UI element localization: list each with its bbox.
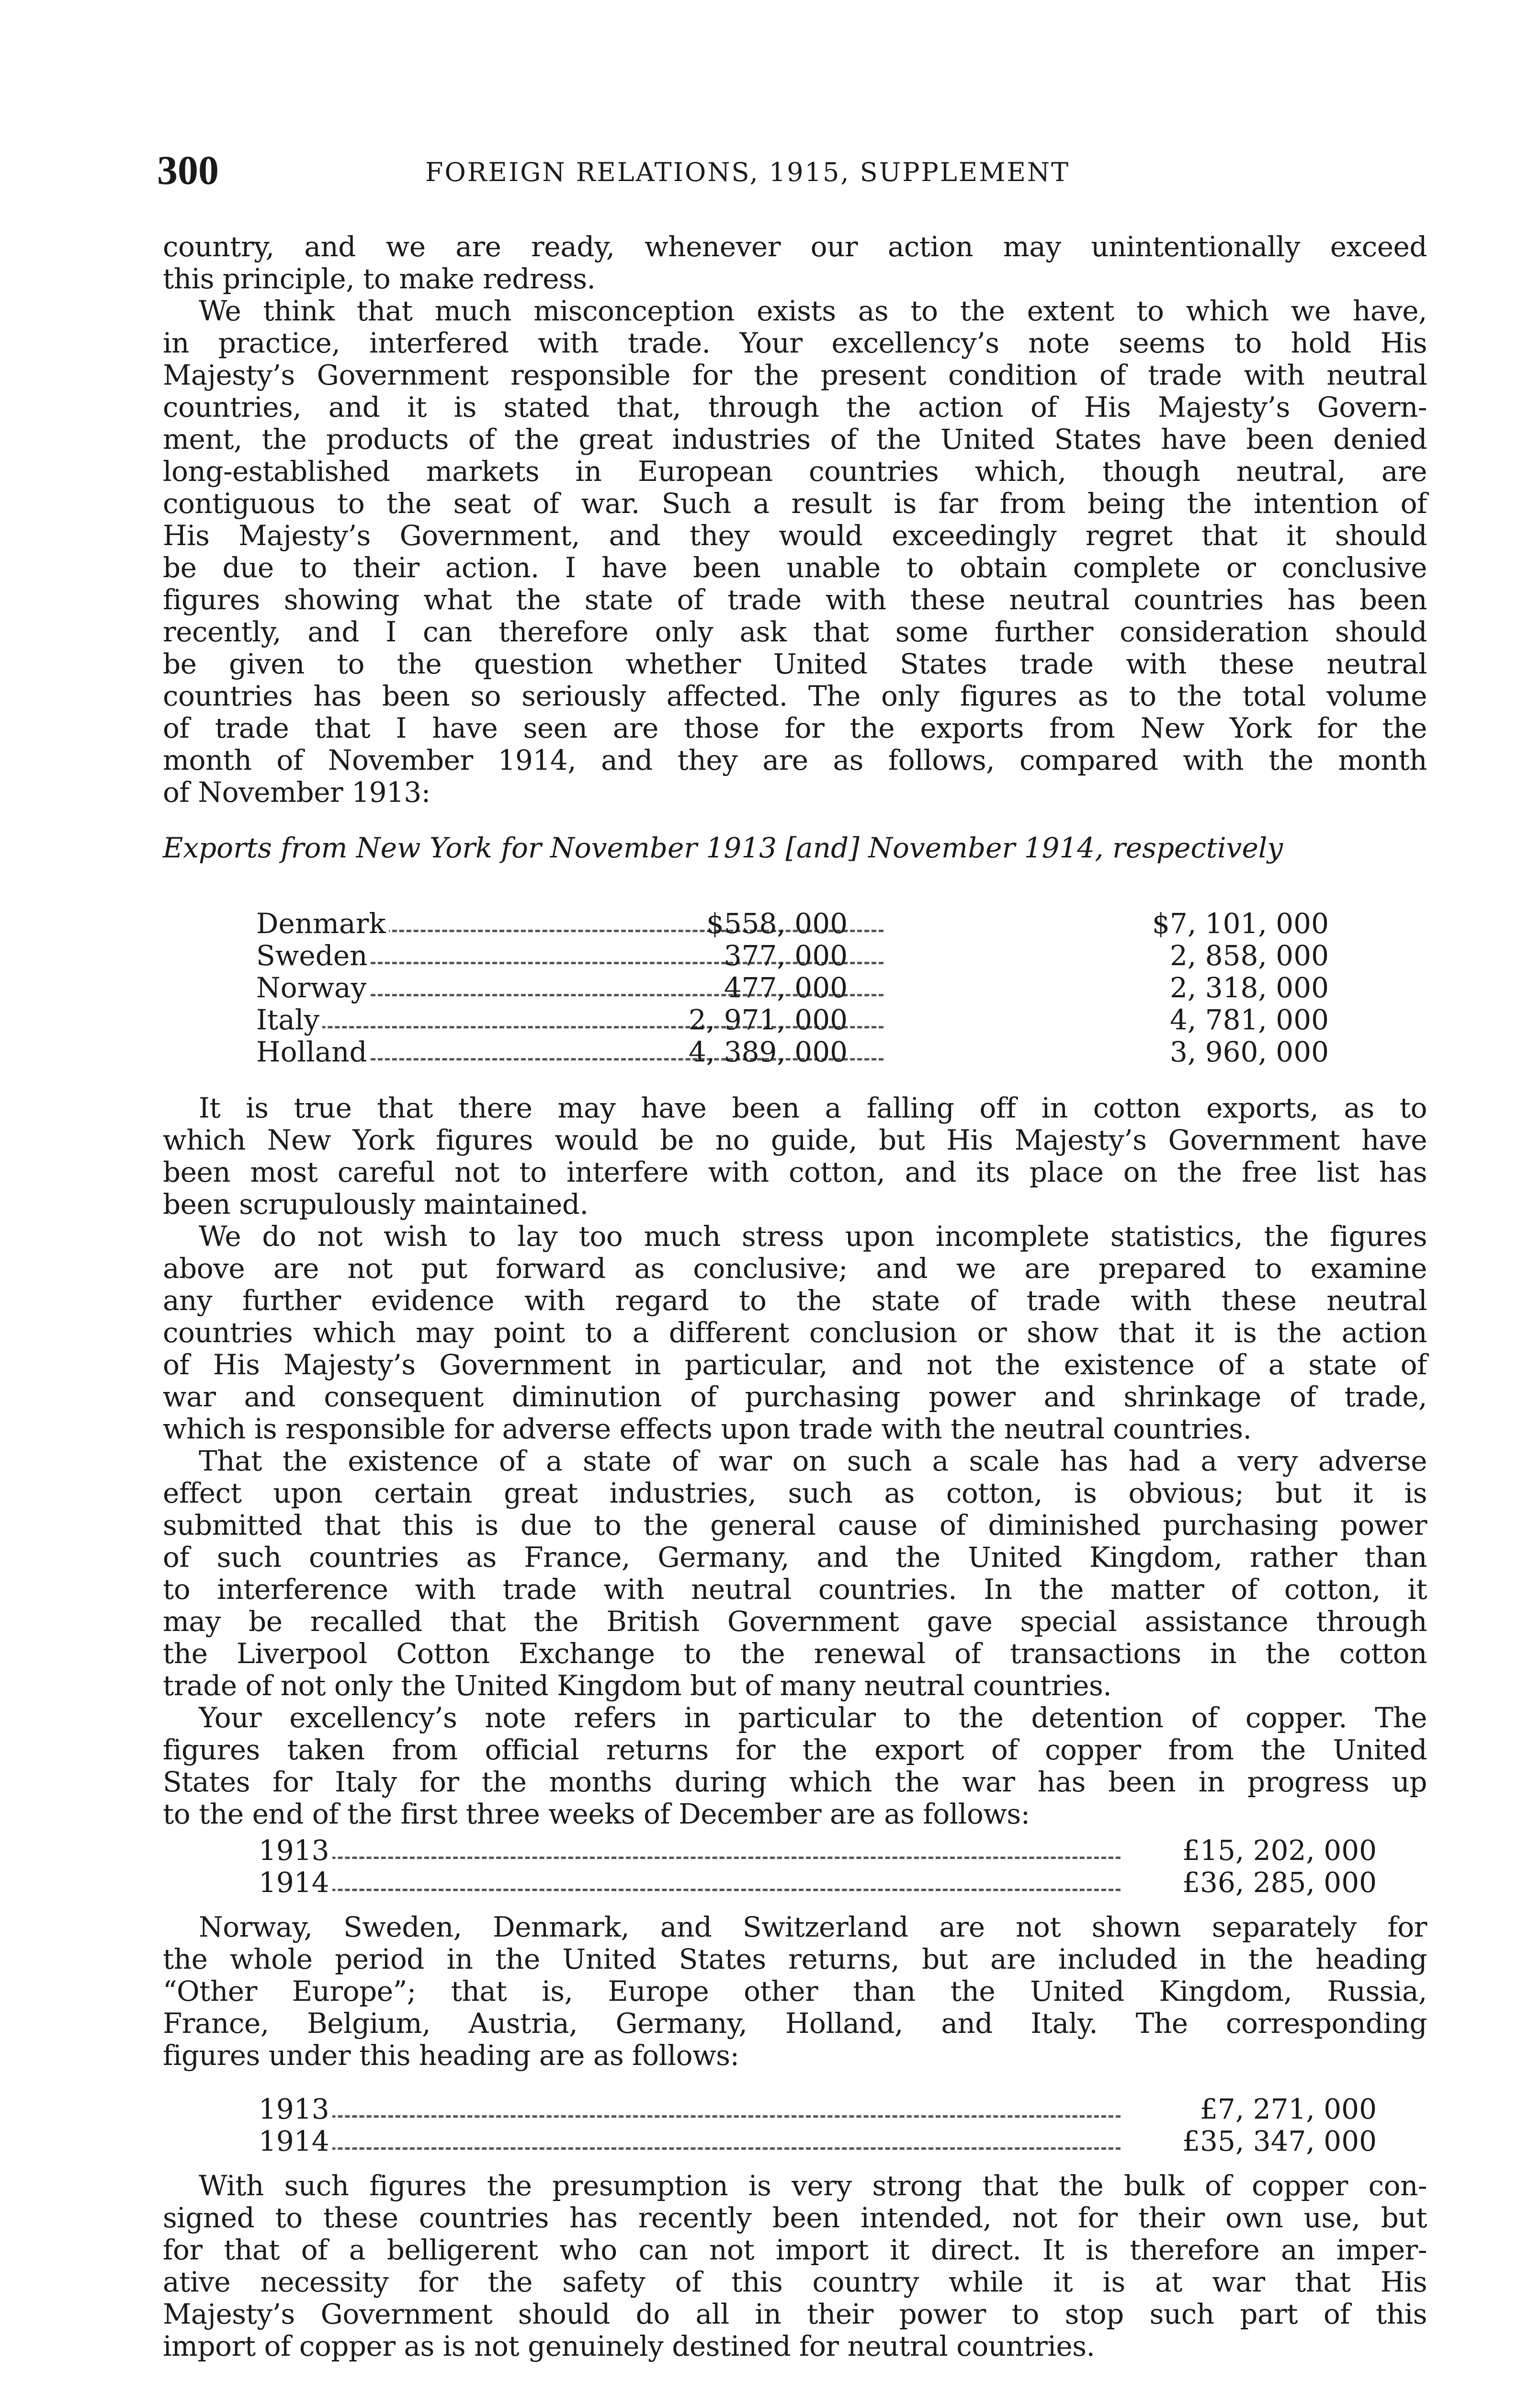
exports-table-title: Exports from New York for November 1913 [and] November 1914, respectively (163, 832, 1283, 864)
nov-1914-value: 2, 858, 000 (1169, 939, 1329, 972)
text-line: country, and we are ready, whenever our action may unintentionally exceed (163, 230, 1427, 263)
copper-value: £15, 202, 000 (1182, 1834, 1377, 1867)
dot-leader (259, 2147, 1121, 2150)
paragraph-block-4 (163, 2170, 1427, 2362)
text-line: recently, and I can therefore only ask that some further consideration should (163, 616, 1427, 648)
dot-leader (259, 1889, 1121, 1891)
table-row (256, 1036, 1329, 1068)
text-line: may be recalled that the British Government gave special assistance through (163, 1605, 1427, 1638)
text-line: countries which may point to a different conclusion or show that it is the action (163, 1316, 1427, 1349)
page-header (157, 148, 1431, 192)
text-line: figures under this heading are as follows: (163, 2039, 739, 2072)
table-row (256, 972, 1329, 1004)
year-label: 1914 (259, 1867, 332, 1899)
text-line: month of November 1914, and they are as follows, compared with the month (163, 744, 1427, 776)
text-line: With such figures the presumption is very strong that the bulk of copper con- (199, 2169, 1427, 2202)
dot-leader (259, 2115, 1121, 2118)
text-line: countries, and it is stated that, through the action of His Majesty’s Govern- (163, 391, 1427, 423)
year-label: 1913 (259, 2093, 332, 2125)
text-line: submitted that this is due to the general cause of diminished purchasing power (163, 1509, 1427, 1541)
text-line: His Majesty’s Government, and they would exceedingly regret that it should (163, 519, 1427, 552)
year-label: 1914 (259, 2125, 332, 2157)
text-line: of His Majesty’s Government in particular, and not the existence of a state of (163, 1348, 1427, 1381)
copper-value: £35, 347, 000 (1182, 2125, 1377, 2157)
text-line: for that of a belligerent who can not import it direct. It is therefore an imper- (163, 2234, 1427, 2266)
text-line: effect upon certain great industries, such as cotton, is obvious; but it is (163, 1477, 1427, 1509)
other-europe-copper-table (259, 2093, 1377, 2157)
text-line: figures taken from official returns for the export of copper from the United (163, 1734, 1427, 1766)
paragraph-block-1 (163, 231, 1427, 809)
text-line: war and consequent diminution of purchasing power and shrinkage of trade, (163, 1380, 1427, 1413)
text-line: signed to these countries has recently been intended, not for their own use, but (163, 2201, 1427, 2234)
text-line: been scrupulously maintained. (163, 1188, 589, 1220)
text-line: Your excellency’s note refers in particular to the detention of copper. The (199, 1701, 1427, 1734)
country-name: Holland (256, 1036, 370, 1068)
text-line: Norway, Sweden, Denmark, and Switzerland are not shown separately for (199, 1911, 1427, 1943)
table-row (256, 908, 1329, 940)
text-line: Majesty’s Government responsible for the present condition of trade with neutral (163, 359, 1427, 391)
copper-value: £36, 285, 000 (1182, 1866, 1377, 1899)
page-number: 300 (157, 147, 219, 193)
text-line: to interference with trade with neutral countries. In the matter of cotton, it (163, 1573, 1427, 1606)
country-name: Sweden (256, 940, 371, 972)
nov-1914-value: $7, 101, 000 (1152, 907, 1329, 940)
text-line: contiguous to the seat of war. Such a result is far from being the intention of (163, 487, 1427, 520)
text-line: import of copper as is not genuinely destined for neutral countries. (163, 2330, 1095, 2362)
nov-1914-value: 3, 960, 000 (1169, 1036, 1329, 1068)
text-line: France, Belgium, Austria, Germany, Holland, and Italy. The corresponding (163, 2007, 1427, 2040)
copper-value: £7, 271, 000 (1200, 2093, 1377, 2125)
paragraph-block-3 (163, 1911, 1427, 2072)
country-name: Norway (256, 972, 369, 1004)
text-line: been most careful not to interfere with cotton, and its place on the free list has (163, 1156, 1427, 1188)
text-line: We do not wish to lay too much stress upon incomplete statistics, the figures (199, 1220, 1427, 1253)
text-line: this principle, to make redress. (163, 262, 596, 295)
text-line: be given to the question whether United States trade with these neutral (163, 648, 1427, 680)
text-line: We think that much misconception exists as to the extent to which we have, (199, 295, 1427, 327)
nov-1914-value: 2, 318, 000 (1169, 971, 1329, 1004)
table-row (259, 2093, 1377, 2125)
running-head: FOREIGN RELATIONS, 1915, SUPPLEMENT (425, 157, 1070, 187)
country-name: Italy (256, 1004, 322, 1036)
text-line: of November 1913: (163, 776, 430, 809)
text-line: “Other Europe”; that is, Europe other than the United Kingdom, Russia, (163, 1975, 1427, 2007)
text-line: figures showing what the state of trade with these neutral countries has been (163, 583, 1427, 616)
text-line: to the end of the first three weeks of December are as follows: (163, 1798, 1030, 1830)
nov-1913-value: 477, 000 (724, 971, 848, 1004)
text-line: the whole period in the United States returns, but are included in the heading (163, 1943, 1427, 1975)
table-row (259, 2125, 1377, 2157)
exports-table (256, 908, 1329, 1068)
table-row (259, 1835, 1377, 1867)
text-line: long-established markets in European countries which, though neutral, are (163, 455, 1427, 488)
text-line: trade of not only the United Kingdom but of many neutral countries. (163, 1669, 1112, 1702)
nov-1913-value: 4, 389, 000 (688, 1036, 848, 1068)
table-row (256, 1004, 1329, 1036)
text-line: Majesty’s Government should do all in their power to stop such part of this (163, 2298, 1427, 2330)
text-line: ment, the products of the great industries of the United States have been denied (163, 423, 1427, 456)
text-line: which is responsible for adverse effects upon trade with the neutral countries. (163, 1413, 1252, 1445)
table-row (259, 1867, 1377, 1899)
nov-1913-value: 377, 000 (724, 939, 848, 972)
text-line: That the existence of a state of war on such a scale has had a very adverse (199, 1445, 1427, 1477)
nov-1914-value: 4, 781, 000 (1169, 1004, 1329, 1036)
paragraph-block-2 (163, 1092, 1427, 1830)
text-line: of such countries as France, Germany, and the United Kingdom, rather than (163, 1541, 1427, 1574)
text-line: It is true that there may have been a falling off in cotton exports, as to (199, 1092, 1427, 1124)
text-line: any further evidence with regard to the state of trade with these neutral (163, 1284, 1427, 1317)
nov-1913-value: 2, 971, 000 (688, 1004, 848, 1036)
year-label: 1913 (259, 1835, 332, 1867)
text-line: be due to their action. I have been unable to obtain complete or conclusive (163, 551, 1427, 584)
text-line: of trade that I have seen are those for the exports from New York for the (163, 712, 1427, 744)
text-line: countries has been so seriously affected. The only figures as to the total volume (163, 680, 1427, 712)
text-line: ative necessity for the safety of this country while it is at war that His (163, 2266, 1427, 2298)
text-line: which New York figures would be no guide, but His Majesty’s Government have (163, 1124, 1427, 1156)
text-line: above are not put forward as conclusive; and we are prepared to examine (163, 1252, 1427, 1285)
country-name: Denmark (256, 908, 389, 940)
text-line: the Liverpool Cotton Exchange to the renewal of transactions in the cotton (163, 1637, 1427, 1670)
dot-leader (259, 1857, 1121, 1859)
nov-1913-value: $558, 000 (706, 907, 848, 940)
text-line: States for Italy for the months during which the war has been in progress up (163, 1766, 1427, 1798)
table-row (256, 940, 1329, 972)
text-line: in practice, interfered with trade. Your excellency’s note seems to hold His (163, 327, 1427, 359)
italy-copper-table (259, 1835, 1377, 1899)
